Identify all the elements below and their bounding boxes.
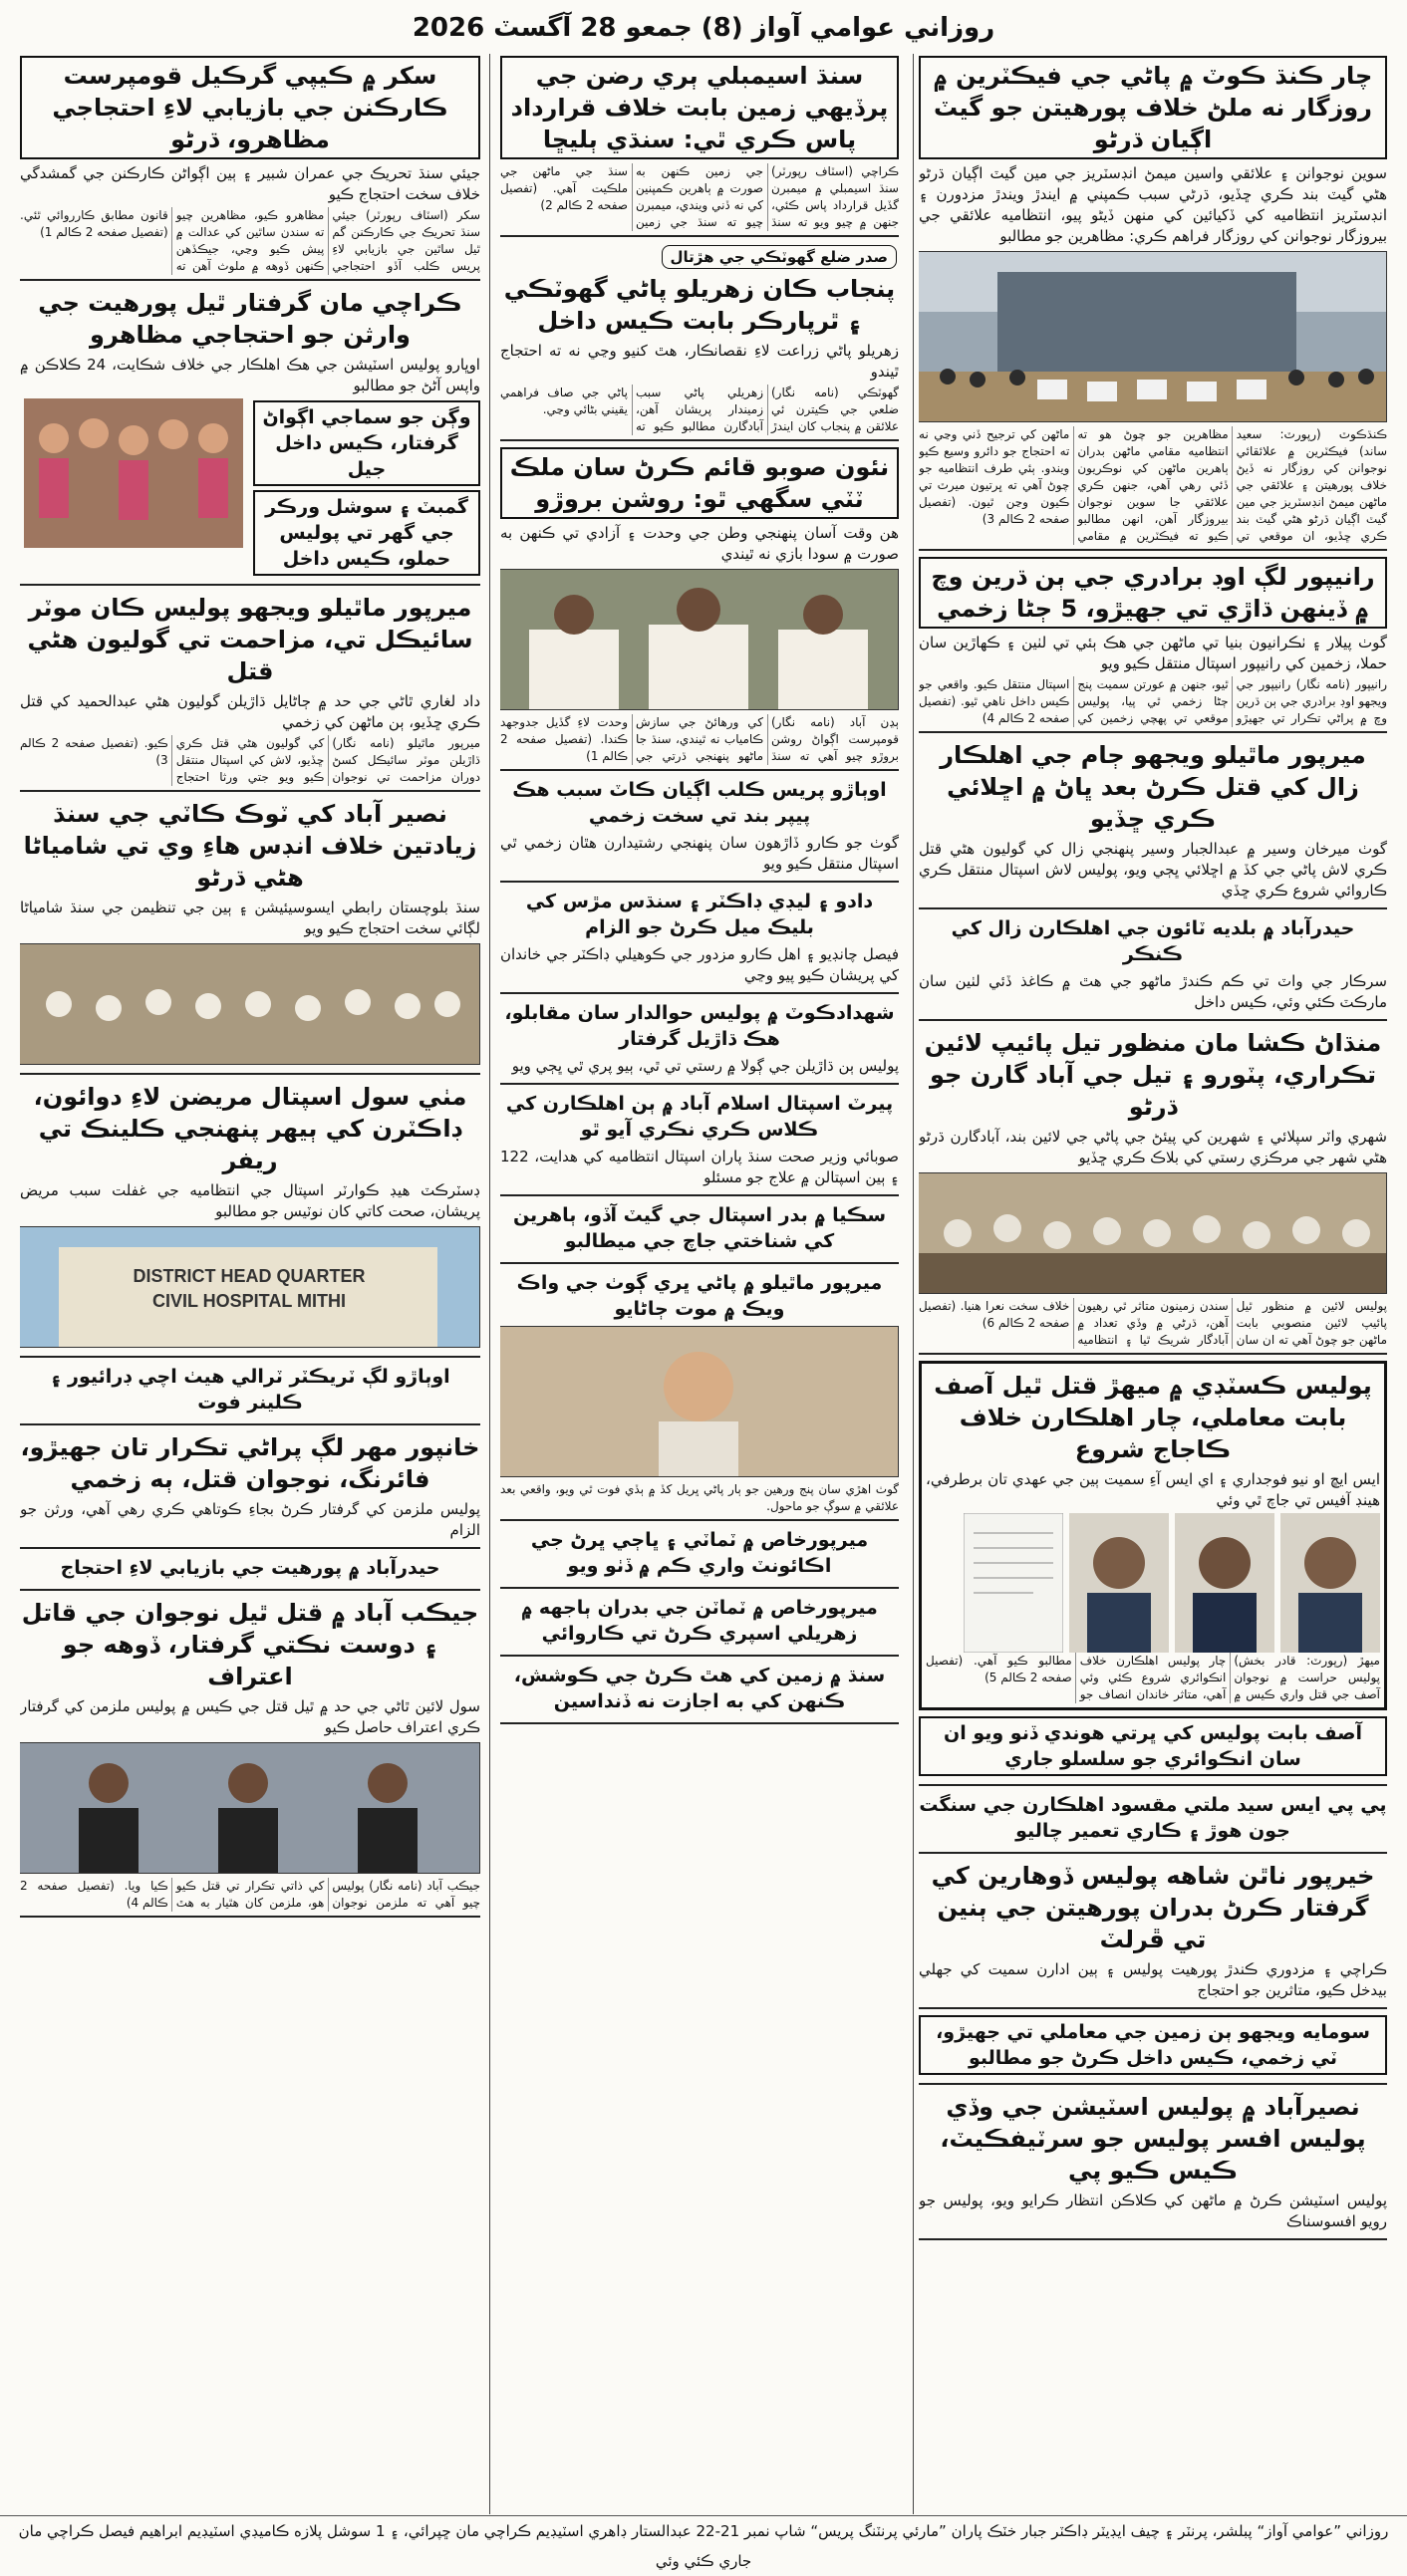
headline: حيدرآباد ۾ بلديه ٽائون جي اهلڪارن زال کي ڪنڪر xyxy=(951,917,1355,965)
story-body: ڪراچي (اسٽاف رپورٽر) سنڌ اسيمبلي ۾ ميمبرن گڏيل قرارداد پاس ڪئي، جنهن ۾ چيو ويو ته سنڌ جي زمين ڪنهن به صورت ۾ ٻاهرين ڪمپنين کي نه ڏني ويندي، ميمبرن چيو ته سنڌ جي زمين سنڌ جي ماڻهن جي ملڪيت آهي. (تفصيل صفحه 2 ڪالم 2) xyxy=(500,164,899,229)
photo-cell xyxy=(20,398,247,580)
headline: سنڌ اسيمبلي ٻري رضن جي پرڏيهي زمين بابت خلاف قرارداد پاس ڪري ٿي: سنڌي ٻليڇا xyxy=(500,56,899,159)
deck: پوليس ٻن ڌاڙيلن جي ڳولا ۾ رستي تي ٿي، ٻيو پري ٿي ڀڄي ويو xyxy=(511,1057,899,1075)
story xyxy=(919,2091,1387,2240)
story xyxy=(919,557,1387,733)
headline: مٺي سول اسپتال مريضن لاءِ دوائون، ڊاڪٽرن کي ٻيهر پنهنجي ڪلينڪ تي ريفر xyxy=(33,1083,467,1174)
deck: سرڪار جي واٽ تي ڪم ڪندڙ ماڻهو جي هٿ ۾ ڪاغذ ڏئي لٺين سان مارڪٽ ڪئي وئي، ڪيس داخل xyxy=(919,972,1387,1011)
headline: نصيرآباد ۾ پوليس اسٽيشن جي وڏي پوليس افسر پوليس جو سرٽيفڪيٽ، ڪيس ڪيو پي xyxy=(940,2093,1366,2185)
crowd-photo xyxy=(919,1172,1387,1294)
headline: نصير آباد کي ٽوڪ ڪاٽي جي سنڌ زيادتين خلاف انڊس هاءِ وي تي شامياڻا هڻي ڌرڻو xyxy=(23,800,477,892)
story xyxy=(500,447,899,771)
deck: هن وقت آسان پنهنجي وطن جي وحدت ۽ آزادي تي ڪنهن به صورت ۾ سودا بازي نه ٿيندي xyxy=(500,524,899,563)
headline: نئون صوبو قائم ڪرڻ سان ملڪ ٽٽي سگهي ٿو: روشن بروڙو xyxy=(500,447,899,519)
story xyxy=(20,56,480,281)
story-body: ڪنڌڪوٽ (رپورٽ: سعيد ساند) فيڪٽرين ۾ علائقائي نوجوانن کي روزگار نه ڏيڻ خلاف پورهيتن ۽ علائقي جي ماڻهن ميمڻ انڊسٽريز جي مين گيٽ اڳيان ڌرڻو هڻي گيٽ بند ڪري ڇڏيو، ان موقعي تي مظاهرين جو چوڻ هو ته انتظاميه مقامي ماڻهن بدران ٻاهرين ماڻهن کي نوڪريون ڏئي رهي آهي، جنهن ڪري علائقي جا سوين نوجوان بيروزگار آهن، انهن مطالبو ڪيو ته فيڪٽرين ۾ مقامي ماڻهن کي ترجيح ڏني وڃي نه ته احتجاج جو دائرو وسيع ڪيو ويندو. ٻئي طرف انتظاميه جو چوڻ آهي ته ڀرتيون ميرٽ تي ڪيون وڃن ٿيون. (تفصيل صفحه 2 ڪالم 3) xyxy=(919,427,1387,543)
headline: شهدادڪوٽ ۾ پوليس حوالدار سان مقابلو، هڪ ڌاڙيل گرفتار xyxy=(504,1002,895,1050)
portrait-photo xyxy=(1175,1513,1274,1653)
deck: ڊسٽرڪٽ هيڊ ڪوارٽر اسپتال جي انتظاميه جي غفلت سبب مريض پريشان، صحت کاتي کان نوٽيس جو مطالبو xyxy=(20,1181,480,1220)
page-masthead: روزاني عوامي آواز (8) جمعو 28 آگسٽ 2026 xyxy=(412,13,995,43)
deck: اوڀارو پوليس اسٽيشن جي هڪ اهلڪار جي خلاف شڪايت، 24 ڪلاڪن ۾ واپس آڻڻ جو مطالبو xyxy=(20,356,480,394)
headline: ميرپورخاص ۾ ٽماٽي ۽ ڀاڄي ڀرڻ جي اڪائونٽ واري ڪم ۾ ڏٺو ويو xyxy=(530,1529,869,1577)
headline: آصف بابت پوليس کي ڀرتي هوندي ڏنو ويو ان سان انڪوائري جو سلسلو جاري xyxy=(919,1716,1387,1776)
headline: پيرٽ اسپتال اسلام آباد ۾ ٻن اهلڪارن کي ڪلاس ڪري نڪري آيو ٿو xyxy=(505,1093,894,1141)
headline: چار ڪنڌ ڪوٽ ۾ پاڻي جي فيڪٽرين ۾ روزگار نه ملڻ خلاف پورهيتن جو گيٽ اڳيان ڌرڻو xyxy=(919,56,1387,159)
story xyxy=(919,1027,1387,1355)
deck: ڪراچي ۽ مزدوري ڪندڙ پورهيت پوليس ۽ ٻين ادارن سميت کي جهلي بيدخل ڪيو، متاثرين جو احتجاج xyxy=(919,1960,1387,1999)
headline: رانيپور لڳ اوڊ برادري جي ٻن ڌرين وچ ۾ ڏينهن ڌاڙي تي جهيڙو، 5 ڄڻا زخمي xyxy=(919,557,1387,629)
story xyxy=(919,2015,1387,2085)
story xyxy=(500,1527,899,1589)
child-photo xyxy=(500,1326,899,1477)
deck: زهريلو پاڻي زراعت لاءِ نقصانڪار، هٿ کنيو وڃي نه ته احتجاج ٿيندو xyxy=(500,342,899,381)
sidebar-headlines xyxy=(253,398,480,580)
story xyxy=(919,1860,1387,2009)
deck: داد لغاري ٿاڻي جي حد ۾ ڄاڻايل ڌاڙيلن گوليون هڻي عبدالحميد کي قتل ڪري ڇڏيو، ٻن ماڻهن کي زخمي xyxy=(20,692,480,731)
headline: ڪراچي مان گرفتار ٿيل پورهيت جي وارثن جو احتجاجي مظاهرو xyxy=(38,289,462,349)
headline: خانپور مهر لڳ پراڻي تڪرار تان جهيڙو، فائرنگ، نوجوان قتل، ٻه زخمي xyxy=(20,1433,480,1493)
label-badge: صدر ضلع گهوٽڪي جي هڙتال xyxy=(662,245,897,269)
headline: خيرپور ناٿن شاهه پوليس ڏوهارين کي گرفتار ڪرڻ بدران پورهيتن جي ٻنين تي ڦرلٽ xyxy=(931,1862,1375,1953)
story xyxy=(20,1597,480,1918)
story-body: ٻڍن آباد (نامه نگار) قومپرست اڳواڻ روشن بروڙو چيو آهي ته سنڌ کي ورهائڻ جي سازش ڪامياب نه ٿيندي، سنڌ جا ماڻهو پنهنجي ڌرتي جي وحدت لاءِ گڏيل جدوجهد ڪندا. (تفصيل صفحه 2 ڪالم 1) xyxy=(500,715,899,763)
deck: ايس ايڇ او نيو فوجداري ۽ اي ايس آءِ سميت ٻين جي عهدي تان برطرفي، هينڊ آفيس تي جاچ ٿي وئي xyxy=(926,1470,1380,1509)
headline: گمبٽ ۽ سوشل ورڪر جي گهر تي پوليس حملو، ڪيس داخل xyxy=(253,490,480,576)
arrest-photo xyxy=(20,1742,480,1874)
deck: گوٺ ميرخان وسير ۾ عبدالجبار وسير پنهنجي زال کي گوليون هڻي قتل ڪري لاش پاڻي جي کڏ ۾ اڇلائي ڀڄي ويو، پوليس لاش اسپتال منتقل ڪري ڪاروائي شروع ڪري ڇڏي xyxy=(919,840,1387,900)
story xyxy=(500,1000,899,1085)
headline: سنڌ ۾ زمين کي هٿ ڪرڻ جي ڪوشش، ڪنهن کي به اجازت نه ڏنداسين xyxy=(513,1665,886,1712)
headline: پي پي ايس سيد ملتي مقسود اهلڪارن جي سنگت جون هوڙ ۽ ڪاري تعمير چاليو xyxy=(919,1794,1387,1842)
story xyxy=(500,777,899,883)
story-body: ميرپور ماٿيلو (نامه نگار) ڌاڙيلن موٽر سائيڪل کسڻ دوران مزاحمت تي نوجوان کي گوليون هڻي قتل ڪري ڇڏيو، لاش کي اسپتال منتقل ڪيو ويو جتي ورثا احتجاج ڪيو. (تفصيل صفحه 2 ڪالم 3) xyxy=(20,736,480,784)
story xyxy=(500,56,899,237)
headline: ميرپورخاص ۾ ٽماٽن جي بدران ٻاجهه ۾ زهريلي اسپري ڪرڻ تي ڪاروائي xyxy=(521,1597,878,1645)
story-body: رانيپور (نامه نگار) رانيپور جي ويجهو اوڊ برادري جي ٻن ڌرين وچ ۾ پراڻي تڪرار تي جهيڙو ٿيو، جنهن ۾ عورتن سميت پنج ڄڻا زخمي ٿي پيا، پوليس موقعي تي پهچي زخمين کي اسپتال منتقل ڪيو. واقعي جو ڪيس داخل ناهي ٿيو. (تفصيل صفحه 2 ڪالم 4) xyxy=(919,677,1387,725)
headline: ميرپور ماٿيلو ۾ پاڻي ڀري ڳوٺ جي واڪ ويڪ ۾ موت ڄاڻايو xyxy=(516,1272,883,1320)
page-footer: روزاني ”عوامي آواز“ پبلشر، پرنٽر ۽ چيف ايڊيٽر ڊاڪٽر جبار خٽڪ پاران ”مارئي پرنٽنگ پريس“ شاپ نمبر 21-22 عبدالستار ڊاهري اسٽيڊيم ڪراچي مان ڇپرائي، ۽ 1 سوشل پلازه ڪاميڊي اسٽيڊيم ابراهيم فيصل ڪراچي مان جاري ڪئي وئي xyxy=(0,2515,1407,2546)
headline: ميرپور ماٿيلو ويجهو ڄام جي اهلڪار زال کي قتل ڪرڻ بعد ڀاڻ ۾ اڇلائي ڪري ڇڏيو xyxy=(940,741,1366,833)
story-body: سکر (اسٽاف رپورٽر) جيئي سنڌ تحريڪ جي ڪارڪنن گم ٿيل ساٿين جي بازيابي لاءِ پريس ڪلب آڏو احتجاجي مظاهرو ڪيو، مظاهرين چيو ته سندن ساٿين کي عدالت ۾ پيش ڪيو وڃي، جيڪڏهن ڪنهن ڏوهه ۾ ملوث آهن ته قانون مطابق ڪارروائي ٿئي. (تفصيل صفحه 2 ڪالم 1) xyxy=(20,208,480,273)
story xyxy=(500,889,899,994)
story xyxy=(20,1081,480,1358)
story xyxy=(20,287,480,586)
deck: سول لائين ٿاڻي جي حد ۾ ٿيل قتل جي ڪيس ۾ پوليس ملزمن کي گرفتار ڪري اعتراف حاصل ڪيو xyxy=(20,1697,480,1736)
story xyxy=(500,1202,899,1264)
headline: حيدرآباد ۾ پورهيت جي بازيابي لاءِ احتجاج xyxy=(60,1557,440,1579)
deck: جيئي سنڌ تحريڪ جي عمران شبير ۽ ٻين اڳواڻن ڪارڪنن جي گمشدگي خلاف سخت احتجاج ڪيو xyxy=(20,164,480,203)
hospital-sign-line-1: DISTRICT HEAD QUARTER xyxy=(133,1266,366,1286)
deck: صوبائي وزير صحت سنڌ پاران اسپتال انتظاميه کي هدايت، 122 ۽ ٻين اسپتالن ۾ علاج جو مسئلو xyxy=(500,1148,899,1186)
headline: دادو ۽ ليڊي ڊاڪٽر ۽ سنڌس مڙس کي بليڪ ميل ڪرڻ جو الزام xyxy=(525,891,874,938)
story-body: گوٺ اهڙي سان پنج ورهين جو ٻار پاڻي ڀريل کڏ ۾ ٻڏي فوت ٿي ويو، واقعي بعد علائقي ۾ سوڳ جو ماحول. xyxy=(500,1482,899,1513)
deck: سوين نوجوانن ۽ علائقي واسين ميمڻ انڊسٽريز جي مين گيٽ اڳيان ڌرڻو هڻي گيٽ بند ڪري ڇڏيو، ڌرڻي سبب ڪمپني ۾ ايندڙ ويندڙ مزدورن ۽ انڊسٽريز انتظاميه کي ڏکيائين کي منهن ڏيڻو پيو، انتظاميه علائقي جي بيروزگار نوجوانن کي روزگار فراهم ڪري: مظاهرين جو مطالبو xyxy=(919,164,1387,245)
story xyxy=(20,1364,480,1425)
column-middle xyxy=(500,54,899,2514)
story xyxy=(500,1270,899,1521)
headline: وڳن جو سماجي اڳواڻ گرفتار، ڪيس داخل جيل xyxy=(253,400,480,486)
story xyxy=(20,1555,480,1591)
column-right xyxy=(919,54,1387,2514)
story xyxy=(500,1595,899,1657)
headline: پنجاب ڪان زهريلو پاڻي گهوٽڪي ۽ ٿرپارڪر بابت ڪيس داخل xyxy=(503,275,896,335)
headline: اوٻاڙو پريس ڪلب اڳيان ڪاٽ سبب هڪ پيپر بند تي سخت زخمي xyxy=(512,779,887,827)
deck: پوليس ملزمن کي گرفتار ڪرڻ بجاءِ ڪوتاهي ڪري رهي آهي، ورثن جو الزام xyxy=(20,1500,480,1539)
deck: سنڌ بلوچستان رابطي ايسوسيئيشن ۽ ٻين جي تنظيمن جي سنڌ شامياڻا لڳائي سخت احتجاج ڪيو ويو xyxy=(20,899,480,937)
story xyxy=(919,1792,1387,1854)
document-image xyxy=(964,1513,1063,1653)
protest-photo xyxy=(919,251,1387,422)
headline: ميرپور ماٿيلو ويجهو پوليس ڪان موٽر سائيڪل تي، مزاحمت تي گوليون هڻي قتل xyxy=(27,594,473,685)
headline: منڌاڻ ڪشا مان منظور تيل پائيپ لائين تڪراري، پٽورو ۽ تيل جي آباد گارن جو ڌرڻو xyxy=(924,1029,1382,1121)
story xyxy=(919,56,1387,551)
portrait-photo xyxy=(1069,1513,1169,1653)
story xyxy=(20,592,480,792)
story-body: ميهڙ (رپورٽ: قادر بخش) پوليس حراست ۾ نوجوان آصف جي قتل واري ڪيس ۾ چار پوليس اهلڪارن خلاف انڪوائري شروع ڪئي وئي آهي، متاثر خاندان انصاف جو مطالبو ڪيو آهي. (تفصيل صفحه 2 ڪالم 5) xyxy=(926,1654,1380,1701)
story xyxy=(500,1091,899,1196)
deck: گوٺ جو ڪارو ڏاڙهون سان پنهنجي رشتيدارن هٿان زخمي ٿي اسپتال منتقل ڪيو ويو xyxy=(500,834,899,873)
headline: اوٻاڙو لڳ ٽريڪٽر ٽرالي هيٺ اچي ڊرائيور ۽ ڪلينر فوت xyxy=(50,1366,450,1414)
hospital-photo xyxy=(20,1226,480,1348)
children-photo xyxy=(20,398,247,548)
sit-in-photo xyxy=(20,943,480,1065)
press-conference-photo xyxy=(500,569,899,710)
story-images xyxy=(926,1513,1380,1653)
story xyxy=(20,1431,480,1549)
story xyxy=(500,243,899,441)
story-body: گهوٽڪي (نامه نگار) ضلعي جي ڪيترن ئي علائقن ۾ پنجاب کان ايندڙ زهريلي پاڻي سبب زميندار پريشان آهن، آبادگارن مطالبو ڪيو ته پاڻي جي صاف فراهمي يقيني بڻائي وڃي. xyxy=(500,386,899,433)
column-rule xyxy=(489,54,490,2514)
story-body: جيڪب آباد (نامه نگار) پوليس چيو آهي ته ملزمن نوجوان کي ذاتي تڪرار تي قتل ڪيو هو، ملزمن کان هٿيار به هٿ ڪيا ويا. (تفصيل صفحه 2 ڪالم 4) xyxy=(20,1879,480,1910)
column-left xyxy=(20,54,480,2514)
deck: گوٺ پيلار ۽ ٺڪرانيون بنيا تي ماڻهن جي هڪ ٻئي تي لٺين ۽ ڪهاڙين سان حملا، زخمين کي رانيپور اسپتال منتقل ڪيو ويو xyxy=(919,634,1387,672)
headline: جيڪب آباد ۾ قتل ٿيل نوجوان جي قاتل ۽ دوست نڪتي گرفتار، ڏوهه جو اعتراف xyxy=(21,1599,479,1690)
deck: پوليس اسٽيشن ڪرڻ ۾ ماڻهن کي ڪلاڪن انتظار ڪرايو ويو، پوليس جو رويو افسوسناڪ xyxy=(919,2191,1387,2230)
headline: سکر ۾ ڪيپي گرڪيل قومپرست ڪارڪنن جي بازيابي لاءِ احتجاجي مظاهرو، ڌرڻو xyxy=(20,56,480,159)
story xyxy=(919,739,1387,909)
deck: شهري واٽر سپلائي ۽ شهرين کي پيئڻ جي پاڻي جي لائين بند، آبادگارن ڌرڻو هڻي شهر جي مرڪزي رستي کي بلاڪ ڪري ڇڏيو xyxy=(919,1128,1387,1166)
portrait-photo xyxy=(1280,1513,1380,1653)
headline: پوليس ڪسٽڊي ۾ ميهڙ قتل ٿيل آصف بابت معاملي، چار اهلڪارن خلاف ڪاجاج شروع xyxy=(934,1372,1372,1463)
story-body: پوليس لائين ۾ منظور ٿيل پائيپ لائين منصوبي بابت ماڻهن جو چوڻ آهي ته ان سان سندن زمينون متاثر ٿي رهيون آهن، ڌرڻي ۾ وڏي تعداد ۾ آبادگار شريڪ ٿيا ۽ انتظاميه خلاف سخت نعرا هنيا. (تفصيل صفحه 2 ڪالم 6) xyxy=(919,1299,1387,1347)
headline: سومايه ويجهو ٻن زمين جي معاملي تي جهيڙو، ٽي زخمي، ڪيس داخل ڪرڻ جو مطالبو xyxy=(919,2015,1387,2075)
story xyxy=(919,1716,1387,1786)
story xyxy=(500,1663,899,1724)
headline: سڪيا ۾ بدر اسپتال جي گيٽ آڏو، ٻاهرين کي شناختي جاچ جي ميطالبو xyxy=(512,1204,887,1252)
story xyxy=(20,798,480,1075)
story xyxy=(919,915,1387,1021)
hospital-sign-line-2: CIVIL HOSPITAL MITHI xyxy=(151,1291,347,1311)
column-rule xyxy=(913,54,914,2514)
deck: فيصل چانڊيو ۽ اهل ڪارو مزدور جي ڪوهيلي ڊاڪٽر جي خاندان کي پريشان ڪيو پيو وڃي xyxy=(500,945,899,984)
boxed-story xyxy=(919,1361,1387,1710)
story-row xyxy=(20,398,480,580)
